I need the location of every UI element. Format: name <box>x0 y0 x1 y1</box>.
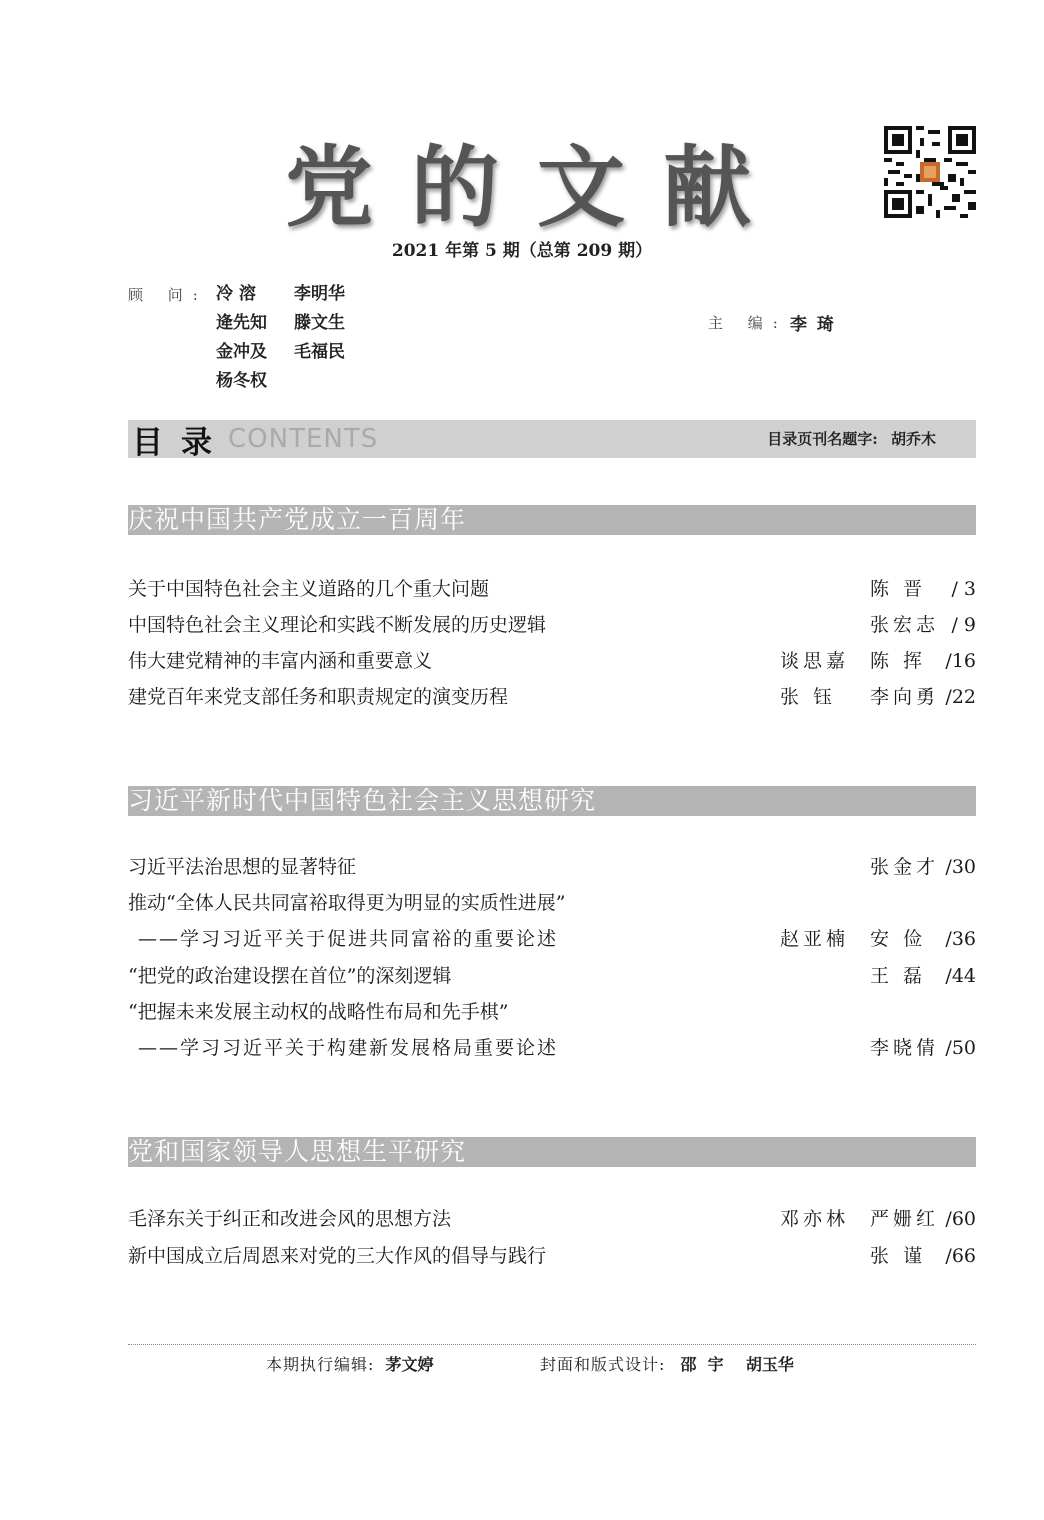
toc-contents-label: CONTENTS <box>228 424 379 454</box>
article-title: “把党的政治建设摆在首位”的深刻逻辑 <box>128 965 452 987</box>
toc-entry[interactable] <box>128 852 976 882</box>
article-author: 安 俭 <box>870 928 927 950</box>
article-title: 中国特色社会主义理论和实践不断发展的历史逻辑 <box>128 614 547 636</box>
designer-names: 邵 宇 胡玉华 <box>680 1355 794 1374</box>
article-author: 陈 挥 <box>870 650 927 672</box>
footer-divider <box>128 1344 976 1345</box>
article-coauthor: 谈思嘉 <box>780 650 850 672</box>
journal-masthead: 党的文献 <box>284 135 789 239</box>
article-title: 习近平法治思想的显著特征 <box>128 856 357 878</box>
advisors-list <box>216 280 396 396</box>
toc-calligraphy-credit <box>767 428 936 449</box>
section-heading: 庆祝中国共产党成立一百周年 <box>128 505 976 535</box>
article-page: /22 <box>945 686 976 708</box>
article-author: 严姗红 <box>870 1208 940 1230</box>
article-page: /44 <box>945 965 976 987</box>
editor-label: 主 编: <box>708 314 788 332</box>
article-author: 陈 晋 <box>870 578 927 600</box>
exec-editor-label: 本期执行编辑: <box>266 1355 375 1374</box>
article-page: /36 <box>945 928 976 950</box>
advisor-name: 滕文生 <box>294 313 345 333</box>
advisor-name: 金冲及 <box>216 342 267 362</box>
advisor-name: 杨冬权 <box>216 371 267 391</box>
article-page: /30 <box>945 856 976 878</box>
article-author: 张宏志 <box>870 614 940 636</box>
advisor-name: 毛福民 <box>294 342 345 362</box>
article-coauthor: 赵亚楠 <box>780 928 850 950</box>
article-coauthor: 邓亦林 <box>780 1208 850 1230</box>
toc-entry[interactable] <box>128 610 976 640</box>
article-coauthor: 张 钰 <box>780 686 837 708</box>
article-title: 推动“全体人民共同富裕取得更为明显的实质性进展” <box>128 892 566 914</box>
article-author: 李向勇 <box>870 686 940 708</box>
calligraphy-name: 胡乔木 <box>890 430 936 448</box>
exec-editor-name: 茅文婷 <box>385 1355 434 1374</box>
editor-name: 李 琦 <box>790 315 836 335</box>
toc-entry[interactable] <box>128 646 976 676</box>
article-author: 张 谨 <box>870 1245 927 1267</box>
toc-entry[interactable] <box>128 888 976 918</box>
advisor-name: 逄先知 <box>216 313 267 333</box>
article-page: /50 <box>945 1037 976 1059</box>
section-heading: 习近平新时代中国特色社会主义思想研究 <box>128 786 976 816</box>
toc-entry[interactable] <box>128 1204 976 1234</box>
article-page: /60 <box>945 1208 976 1230</box>
footer-design-credit <box>540 1352 794 1375</box>
toc-entry-subtitle[interactable] <box>128 924 976 954</box>
footer-exec-editor <box>266 1352 434 1375</box>
toc-entry[interactable] <box>128 1241 976 1271</box>
design-label: 封面和版式设计: <box>540 1355 666 1374</box>
toc-entry[interactable] <box>128 574 976 604</box>
qr-code-icon <box>884 126 976 218</box>
toc-entry[interactable] <box>128 961 976 991</box>
article-page: /66 <box>945 1245 976 1267</box>
toc-entry[interactable] <box>128 997 976 1027</box>
calligraphy-label: 目录页刊名题字: <box>767 430 878 448</box>
issue-number: 2021 年第 5 期（总第 209 期） <box>391 241 653 261</box>
article-title: 新中国成立后周恩来对党的三大作风的倡导与践行 <box>128 1245 547 1267</box>
article-title: 毛泽东关于纠正和改进会风的思想方法 <box>128 1208 452 1230</box>
toc-header-bar <box>128 420 976 461</box>
section-heading: 党和国家领导人思想生平研究 <box>128 1137 976 1167</box>
toc-entry-subtitle[interactable] <box>128 1033 976 1063</box>
article-subtitle: ——学习习近平关于促进共同富裕的重要论述 <box>138 928 559 950</box>
article-author: 张金才 <box>870 856 940 878</box>
article-title: 关于中国特色社会主义道路的几个重大问题 <box>128 578 490 600</box>
article-title: “把握未来发展主动权的战略性布局和先手棋” <box>128 1001 509 1023</box>
article-author: 李晓倩 <box>870 1037 940 1059</box>
toc-title: 目录 <box>132 424 230 461</box>
advisors-label: 顾 问: <box>128 286 208 304</box>
advisor-name: 李明华 <box>294 284 345 304</box>
article-title: 建党百年来党支部任务和职责规定的演变历程 <box>128 686 509 708</box>
article-author: 王 磊 <box>870 965 927 987</box>
advisor-name: 冷 溶 <box>216 284 256 304</box>
article-page: /16 <box>945 650 976 672</box>
article-page: / 3 <box>951 578 976 600</box>
article-subtitle: ——学习习近平关于构建新发展格局重要论述 <box>138 1037 559 1059</box>
article-page: / 9 <box>951 614 976 636</box>
toc-entry[interactable] <box>128 682 976 712</box>
article-title: 伟大建党精神的丰富内涵和重要意义 <box>128 650 433 672</box>
